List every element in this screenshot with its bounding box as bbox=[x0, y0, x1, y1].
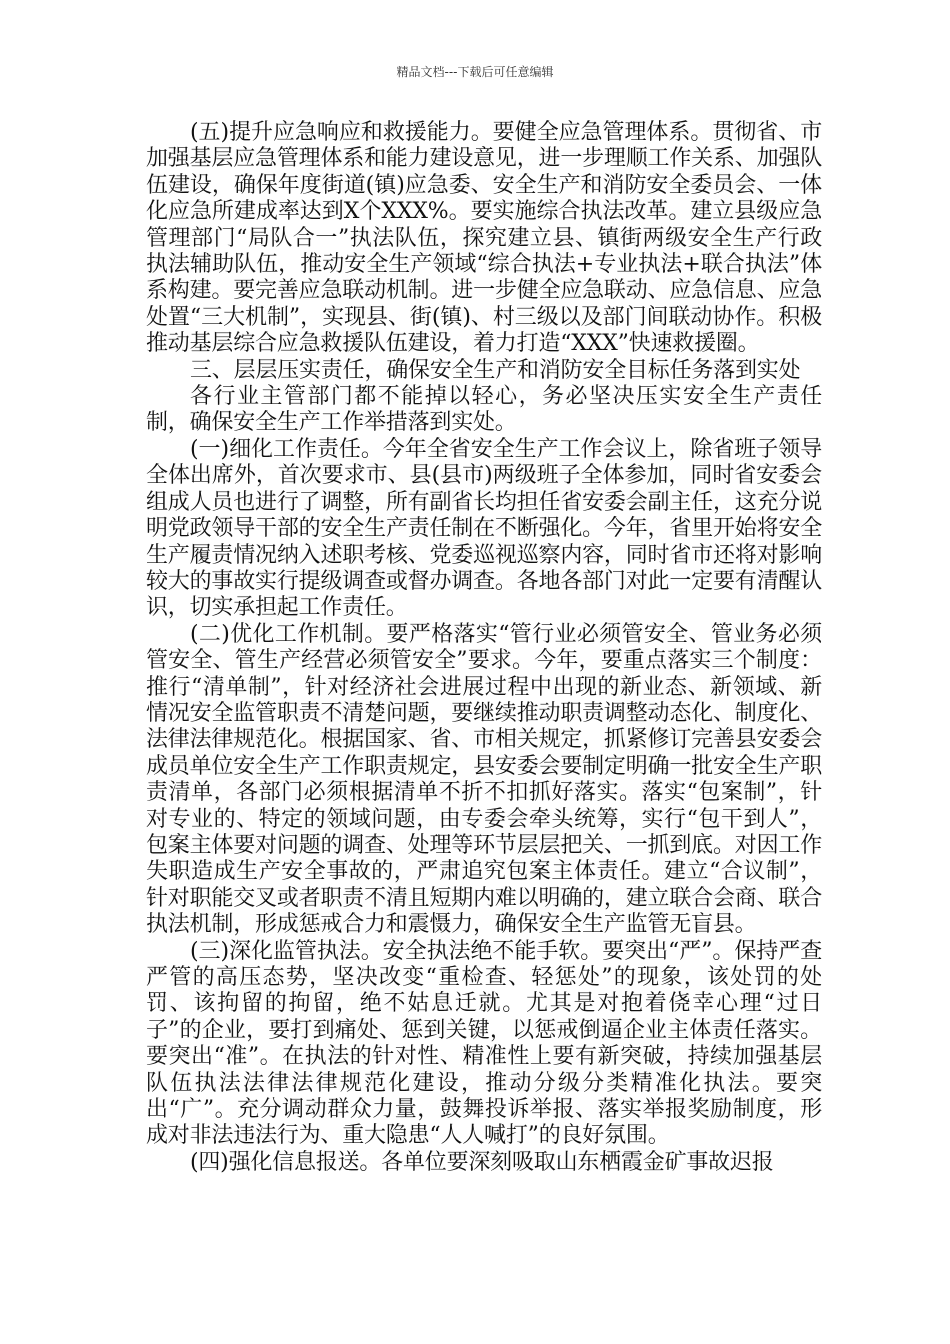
document-body bbox=[146, 120, 822, 1176]
paragraph-deepen-enforcement: (三)深化监管执法。安全执法绝不能手软。要突出“严”。保持严查严管的高压态势，坚决改变“重检查、轻惩处”的现象，该处罚的处罚、该拘留的拘留，绝不姑息迁就。尤其是对抱着侥幸心理“过日子”的企业，要打到痛处、惩到关键，以惩戒倒逼企业主体责任落实。要突出“准”。在执法的针对性、精准性上要有新突破，持续加强基层队伍执法法律法律规范化建设，推动分级分类精准化执法。要突出“广”。充分调动群众力量，鼓舞投诉举报、落实举报奖励制度，形成对非法违法行为、重大隐患“人人喊打”的良好氛围。 bbox=[146, 938, 822, 1149]
paragraph-information-reporting: (四)强化信息报送。各单位要深刻吸取山东栖霞金矿事故迟报 bbox=[190, 1149, 774, 1175]
section-heading-three: 三、层层压实责任，确保安全生产和消防安全目标任务落到实处 bbox=[190, 357, 801, 383]
paragraph-emergency-response: (五)提升应急响应和救援能力。要健全应急管理体系。贯彻省、市加强基层应急管理体系和能力建设意见，进一步理顺工作关系、加强队伍建设，确保年度街道(镇)应急委、安全生产和消防安全委员会、一体化应急所建成率达到X个XXX%。要实施综合执法改革。建立县级应急管理部门“局队合一”执法队伍，探究建立县、镇街两级安全生产行政执法辅助队伍，推动安全生产领域“综合执法+专业执法+联合执法”体系构建。要完善应急联动机制。进一步健全应急联动、应急信息、应急处置“三大机制”，实现县、街(镇)、村三级以及部门间联动协作。积极推动基层综合应急救援队伍建设，着力打造“XXX”快速救援圈。 bbox=[146, 120, 822, 357]
page-header: 精品文档---下载后可任意编辑 bbox=[396, 65, 554, 79]
paragraph-refine-responsibility: (一)细化工作责任。今年全省安全生产工作会议上，除省班子领导全体出席外，首次要求市、县(县市)两级班子全体参加，同时省安委会组成人员也进行了调整，所有副省长均担任省安委会副主任，这充分说明党政领导干部的安全生产责任制在不断强化。今年，省里开始将安全生产履责情况纳入述职考核、党委巡视巡察内容，同时省市还将对影响较大的事故实行提级调查或督办调查。各地各部门对此一定要有清醒认识，切实承担起工作责任。 bbox=[146, 436, 822, 621]
paragraph-intro-responsibility: 各行业主管部门都不能掉以轻心，务必坚决压实安全生产责任制，确保安全生产工作举措落到实处。 bbox=[146, 384, 822, 436]
paragraph-optimize-mechanism: (二)优化工作机制。要严格落实“管行业必须管安全、管业务必须管安全、管生产经营必须管安全”要求。今年，要重点落实三个制度：推行“清单制”，针对经济社会进展过程中出现的新业态、新领域、新情况安全监管职责不清楚问题，要继续推动职责调整动态化、制度化、法律法律规范化。根据国家、省、市相关规定，抓紧修订完善县安委会成员单位安全生产工作职责规定，县安委会要制定明确一批安全生产职责清单，各部门必须根据清单不折不扣抓好落实。落实“包案制”，针对专业的、特定的领域问题，由专委会牵头统筹，实行“包干到人”，包案主体要对问题的调查、处理等环节层层把关、一抓到底。对因工作失职造成生产安全事故的，严肃追究包案主体责任。建立“合议制”，针对职能交叉或者职责不清且短期内难以明确的，建立联合会商、联合执法机制，形成惩戒合力和震慑力，确保安全生产监管无盲县。 bbox=[146, 621, 822, 938]
